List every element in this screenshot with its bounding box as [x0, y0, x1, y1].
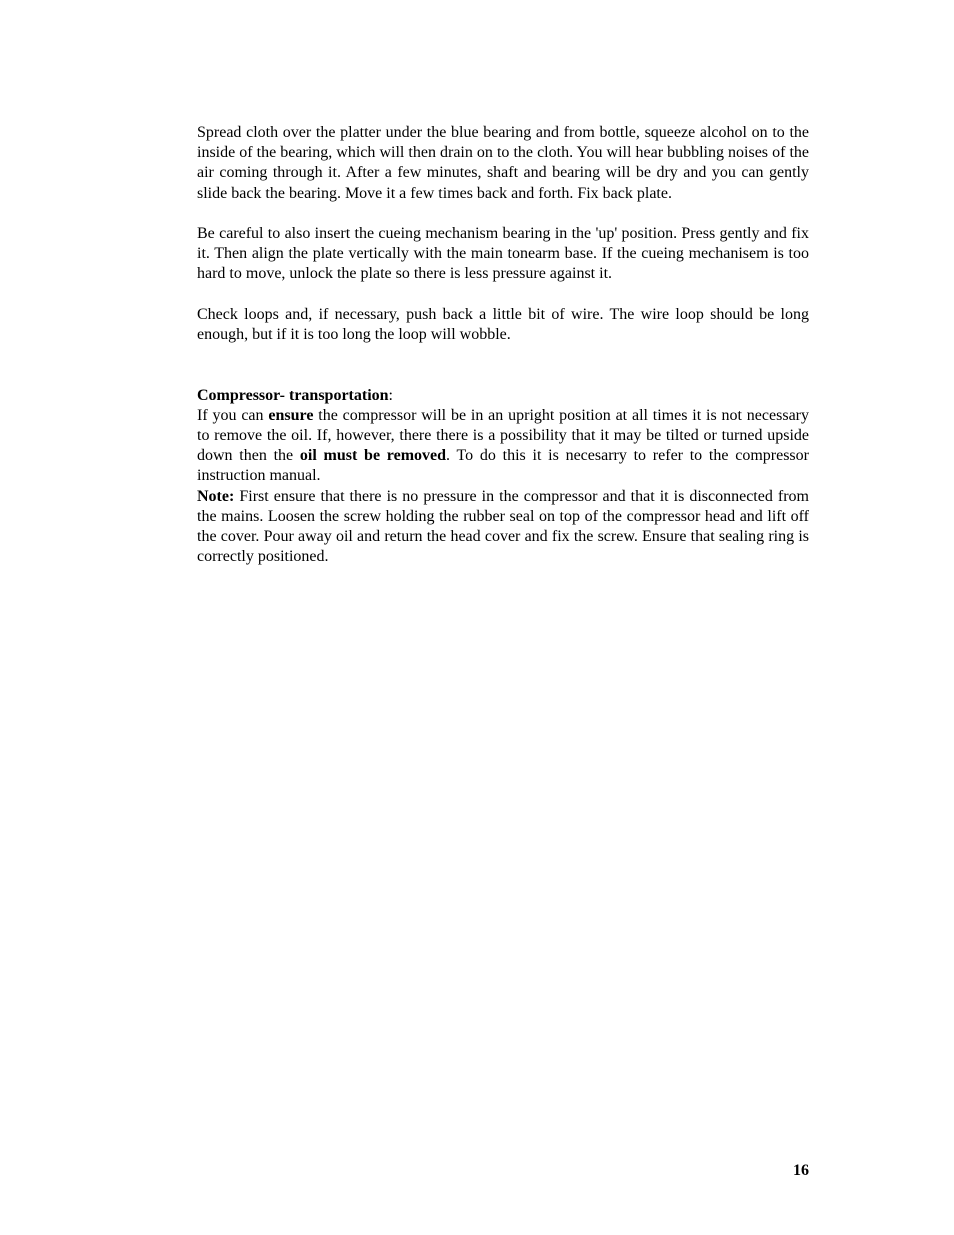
bold-text-ensure: ensure [268, 406, 314, 424]
paragraph-alcohol-cleaning: Spread cloth over the platter under the blue bearing and from bottle, squeeze alcohol on to the inside of the bearing, which will then drain on to the cloth. You will hear bubbling noises of the air coming through it. After a few minutes, shaft and bearing will be dry and you can gently slide back the bearing. Move it a few times back and forth. Fix back plate. [197, 124, 809, 202]
paragraph-compressor-note [197, 487, 809, 568]
text-run: the compressor will be in an upright position at all times it is not necessary to remove the oil. If, however, there there is a possibility that it may be tilted or turned upside down then the [197, 406, 809, 465]
paragraph-spacer [197, 285, 809, 305]
section-heading-text: Compressor- transportation [197, 386, 389, 404]
page-body [197, 123, 809, 567]
note-text: First ensure that there is no pressure in the compressor and that it is disconnected from the mains. Loosen the screw holding the rubber seal on top of the compressor head and lift off the cover. Pour away oil and return the head cover and fix the screw. Ensure that sealing ring is correctly positioned. [197, 487, 809, 566]
section-heading-compressor [197, 386, 809, 406]
paragraph-compressor-oil [197, 406, 809, 487]
note-label: Note: [197, 487, 235, 505]
section-heading-colon: : [388, 386, 393, 404]
text-run: . To do this it is necesarry to refer to the compressor instruction manual. [197, 447, 809, 485]
section-spacer [197, 345, 809, 385]
paragraph-wire-loops: Check loops and, if necessary, push back a little bit of wire. The wire loop should be long enough, but if it is too long the loop will wobble. [197, 305, 809, 343]
paragraph-spacer [197, 204, 809, 224]
paragraph-cueing-mechanism: Be careful to also insert the cueing mechanism bearing in the 'up' position. Press gently and fix it. Then align the plate vertically with the main tonearm base. If the cueing mechanisem is too hard to move, unlock the plate so there is less pressure against it. [197, 225, 809, 283]
page-number: 16 [793, 1162, 809, 1179]
bold-text-oil-removed: oil must be removed [299, 447, 447, 465]
text-run: If you can [197, 406, 269, 424]
